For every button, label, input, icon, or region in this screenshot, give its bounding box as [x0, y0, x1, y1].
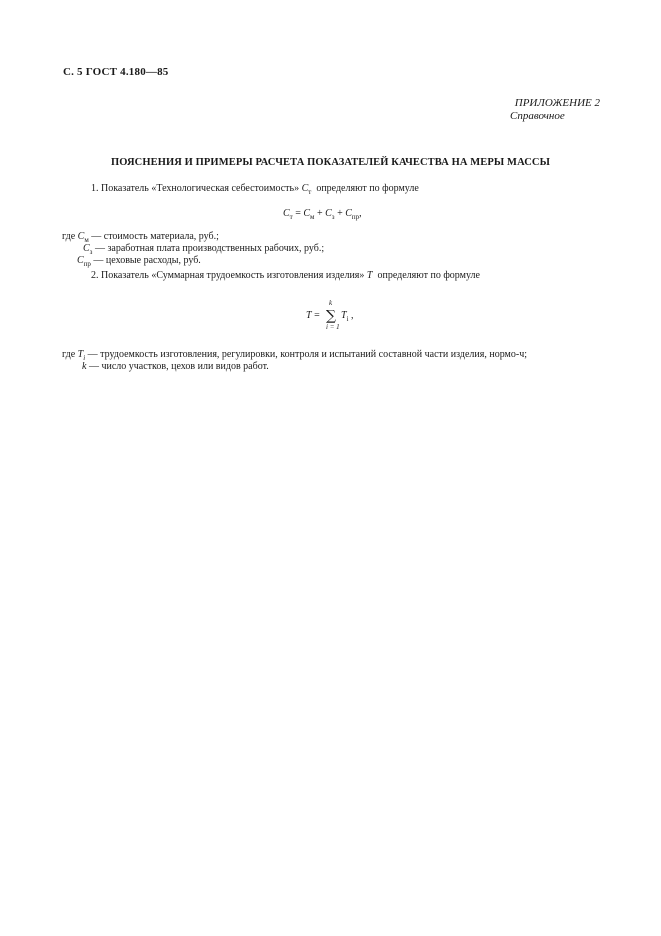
- formula1-eq: =: [292, 208, 304, 219]
- page-header: С. 5 ГОСТ 4.180—85: [63, 66, 169, 78]
- formula-labor-rhs: [341, 310, 354, 321]
- formula1-plus1: +: [314, 208, 326, 219]
- appendix-label: ПРИЛОЖЕНИЕ 2: [514, 97, 600, 109]
- appendix-sublabel: Справочное: [510, 110, 565, 122]
- def-text: — число участков, цехов или видов работ.: [88, 361, 269, 372]
- formula2-lhs: T: [306, 310, 312, 321]
- section-title: ПОЯСНЕНИЯ И ПРИМЕРЫ РАСЧЕТА ПОКАЗАТЕЛЕЙ КАЧЕСТВА НА МЕРЫ МАССЫ: [110, 157, 551, 168]
- sum-sign: ∑: [326, 308, 336, 324]
- formula1-t3-sub: пр: [351, 213, 360, 221]
- item2-symbol: T: [366, 270, 373, 281]
- formula-cost: [283, 208, 362, 219]
- def-text: — стоимость материала, руб.;: [91, 231, 219, 242]
- formula2-term-sub: i: [346, 315, 349, 323]
- def-symbol: C: [77, 255, 84, 266]
- formula1-plus2: +: [334, 208, 346, 219]
- formula-labor-lhs: [306, 310, 322, 321]
- formula1-t3: C: [345, 208, 352, 219]
- def-symbol: k: [82, 361, 87, 372]
- item2-intro: 2. Показатель «Суммарная трудоемкость изготовления изделия»: [91, 270, 365, 281]
- def-text: — трудоемкость изготовления, регулировки, контроля и испытаний составной части изделия, нормо-ч;: [87, 349, 528, 360]
- item2-where: где: [62, 349, 76, 360]
- item1-symbol-sub: т: [308, 188, 312, 196]
- item2-def-2: [82, 361, 269, 372]
- item1-def-1: [62, 231, 219, 242]
- sum-lower-limit: i = 1: [326, 323, 340, 331]
- formula1-lhs-sub: т: [289, 213, 293, 221]
- item1-def-3: [77, 255, 201, 266]
- def-symbol: C: [83, 243, 90, 254]
- item1-tail: определяют по формуле: [316, 183, 419, 194]
- def-text: — заработная плата производственных рабочих, руб.;: [94, 243, 325, 254]
- def-symbol-sub: i: [83, 354, 86, 362]
- item1-where: где: [62, 231, 76, 242]
- item1-symbol: C: [301, 183, 309, 194]
- sum-upper-limit: k: [329, 299, 333, 307]
- def-symbol: T: [77, 349, 84, 360]
- formula2-term: T: [341, 310, 347, 321]
- formula1-t2-sub: з: [331, 213, 335, 221]
- formula1-t2: C: [325, 208, 332, 219]
- def-symbol-sub: пр: [83, 260, 91, 268]
- item2-def-1: [62, 349, 527, 360]
- formula1-t1: C: [303, 208, 311, 219]
- def-text: — цеховые расходы, руб.: [93, 255, 201, 266]
- formula1-end: ,: [359, 208, 362, 219]
- def-symbol-sub: з: [89, 248, 93, 256]
- formula2-end: ,: [348, 310, 354, 321]
- item1-intro: 1. Показатель «Технологическая себестоимость»: [91, 183, 300, 194]
- def-symbol: C: [77, 231, 85, 242]
- item2-tail: определяют по формуле: [377, 270, 480, 281]
- item1-intro-line: [91, 183, 419, 194]
- item1-def-2: [83, 243, 324, 254]
- item2-intro-line: [91, 270, 480, 281]
- formula2-eq: =: [311, 310, 323, 321]
- formula1-lhs: C: [283, 208, 290, 219]
- def-symbol-sub: м: [84, 236, 89, 244]
- formula1-t1-sub: м: [310, 213, 315, 221]
